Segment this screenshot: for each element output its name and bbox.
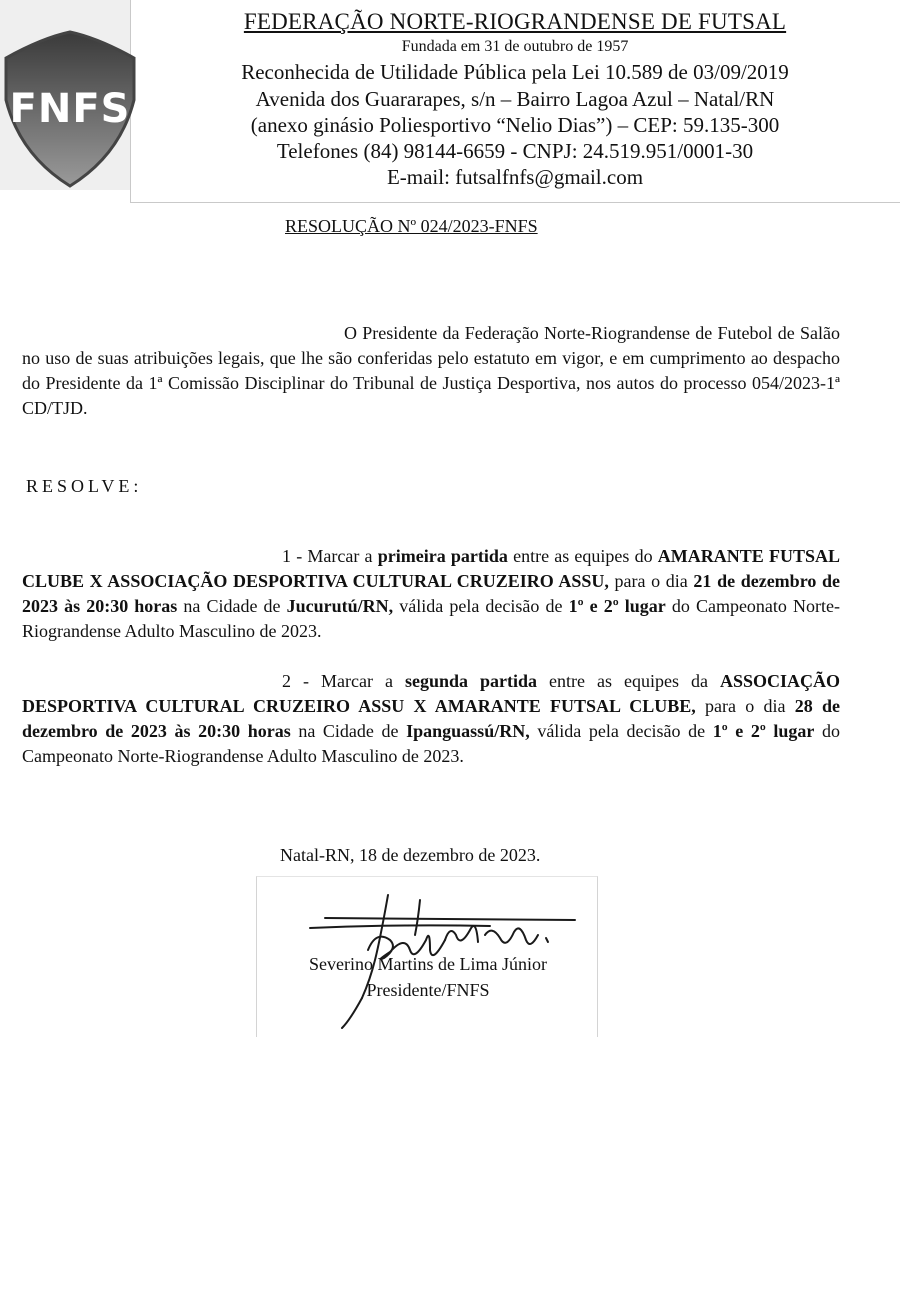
item2-datetime: 28 de dezembro de 2023 às 20:30 horas <box>22 696 840 741</box>
item2-teams: ASSOCIAÇÃO DESPORTIVA CULTURAL CRUZEIRO ASSU X AMARANTE FUTSAL CLUBE, <box>22 671 840 716</box>
signatory-role: Presidente/FNFS <box>366 980 490 1000</box>
federation-title: FEDERAÇÃO NORTE-RIOGRANDENSE DE FUTSAL <box>243 9 787 34</box>
item2-text-2: entre as equipes da <box>537 671 720 691</box>
item2-text-6: do Campeonato Norte-Riograndense Adulto Masculino de 2023. <box>22 721 841 766</box>
item1-text-3: para o dia <box>608 571 694 591</box>
resolution-title: RESOLUÇÃO Nº 024/2023-FNFS <box>285 216 538 236</box>
item1-text-4: na Cidade de <box>177 596 287 616</box>
header-address-annex-line: (anexo ginásio Poliesportivo “Nelio Dias”) – CEP: 59.135-300 <box>250 113 780 137</box>
header-recognition-line: Reconhecida de Utilidade Pública pela Lei 10.589 de 03/09/2019 <box>241 60 789 84</box>
fnfs-shield-logo <box>2 30 138 190</box>
item1-teams: AMARANTE FUTSAL CLUBE X ASSOCIAÇÃO DESPORTIVA CULTURAL CRUZEIRO ASSU, <box>22 546 840 591</box>
date-line: Natal-RN, 18 de dezembro de 2023. <box>280 845 541 865</box>
intro-paragraph: O Presidente da Federação Norte-Riograndense de Futebol de Salão no uso de suas atribuições legais, que lhe são conferidas pelo estatuto em vigor, e em cumprimento ao despacho do Presidente da 1ª Comissão Disciplinar do Tribunal de Justiça Desportiva, nos autos do processo 054/2023-1ª CD/TJD. <box>22 323 840 418</box>
item1-text-6: do Campeonato Norte-Riograndense Adulto Masculino de 2023. <box>22 596 840 641</box>
item2-match-order: segunda partida <box>404 671 537 691</box>
item2-placement: 1º e 2º lugar <box>712 721 815 741</box>
header-address-line: Avenida dos Guararapes, s/n – Bairro Lagoa Azul – Natal/RN <box>255 87 775 111</box>
logo-text: FNFS <box>9 86 131 132</box>
resolution-item-2 <box>22 669 840 769</box>
item1-text-1: 1 - Marcar a <box>282 546 378 566</box>
header-phone-cnpj-line: Telefones (84) 98144-6659 - CNPJ: 24.519.951/0001-30 <box>276 139 754 163</box>
resolve-label: RESOLVE: <box>26 476 143 496</box>
item2-text-4: na Cidade de <box>290 721 407 741</box>
item2-city: Ipanguassú/RN, <box>406 721 530 741</box>
item1-datetime: 21 de dezembro de 2023 às 20:30 horas <box>22 571 840 616</box>
item1-placement: 1º e 2º lugar <box>568 596 666 616</box>
item2-text-1: 2 - Marcar a <box>282 671 405 691</box>
item1-city: Jucurutú/RN, <box>286 596 394 616</box>
handwritten-signature <box>280 880 600 1030</box>
item1-match-order: primeira partida <box>377 546 508 566</box>
signatory-name: Severino Martins de Lima Júnior <box>309 954 547 974</box>
header-divider-horizontal <box>130 202 900 203</box>
founded-date: Fundada em 31 de outubro de 1957 <box>401 38 629 55</box>
item1-text-2: entre as equipes do <box>507 546 658 566</box>
header-email-line: E-mail: futsalfnfs@gmail.com <box>386 165 644 189</box>
resolution-item-1 <box>22 544 840 644</box>
item1-text-5: válida pela decisão de <box>393 596 569 616</box>
item2-text-5: válida pela decisão de <box>529 721 713 741</box>
item2-text-3: para o dia <box>695 696 795 716</box>
